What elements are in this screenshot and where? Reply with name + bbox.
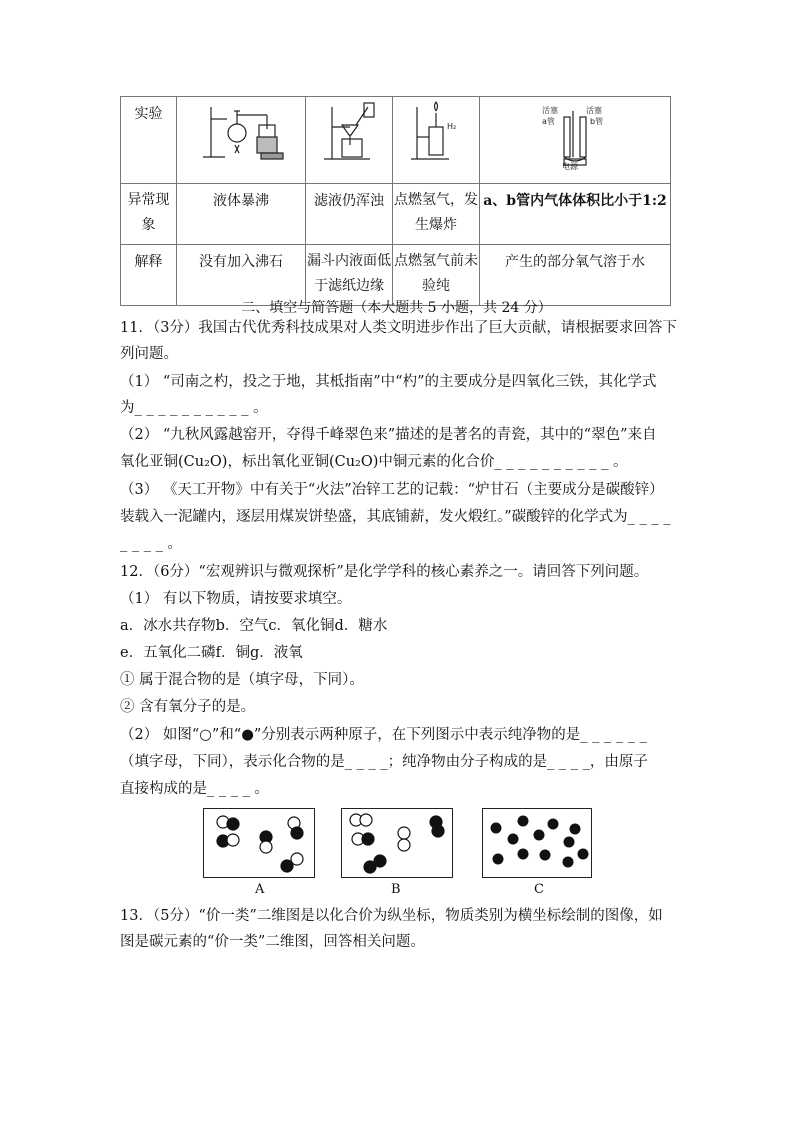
q11-p1-line1: （1） “司南之杓，投之于地，其柢指南”中“杓”的主要成分是四氧化三铁，其化学式 [120,374,657,390]
q12-sub1: ① 属于混合物的是（填字母，下同）。 [120,672,364,688]
q13-line1: 13．（5分）“价一类”二维图是以化合价为纵坐标，物质类别为横坐标绘制的图像，如 [120,908,663,924]
abnormal-cell-3: 点燃氢气，发生爆炸 [393,184,480,245]
electrolysis-apparatus-image [480,97,671,184]
abnormal-cell-2: 滤液仍浑浊 [306,184,393,245]
diagram-label-a: A [255,882,265,897]
distillation-apparatus-image [177,97,306,184]
abnormal-cell-4: a、b管内气体体积比小于1:2 [480,184,671,245]
q13-line2: 图是碳元素的“价一类”二维图，回答相关问题。 [120,934,425,950]
q11-p3-line3: _ _ _ _ 。 [120,536,182,552]
diagram-label-b: B [391,882,401,897]
hydrogen-apparatus-image [393,97,480,184]
filtration-apparatus-image [306,97,393,184]
q11-p1-line2: 为_ _ _ _ _ _ _ _ _ _ 。 [120,400,268,416]
particle-diagram-c [482,808,592,878]
diagram-label-c: C [534,882,544,897]
valve-right-label: 活塞 [586,106,602,115]
row-header-explanation: 解释 [121,245,177,306]
q12-p2-line3: 直接构成的是_ _ _ _ 。 [120,781,269,797]
q12-sub2: ② 含有氧分子的是。 [120,699,256,715]
q12-p2-line1: （2） 如图“○”和“●”分别表示两种原子，在下列图示中表示纯净物的是_ _ _ _ _ _ [120,727,647,743]
q11-p2-line2: 氧化亚铜(Cu₂O)，标出氧化亚铜(Cu₂O)中铜元素的化合价_ _ _ _ _ _ _ _ _ _ 。 [120,454,628,470]
abnormal-cell-1: 液体暴沸 [177,184,306,245]
q12-options-1: a．冰水共存物b．空气c．氧化铜d．糖水 [120,618,388,634]
tube-b-label: b管 [590,117,604,126]
particle-diagram-a [203,808,315,878]
tube-a-label: a管 [542,117,555,126]
q12-options-2: e．五氧化二磷f．铜g．液氧 [120,645,303,661]
q12-stem: 12．（6分）“宏观辨识与微观探析”是化学学科的核心素养之一。请回答下列问题。 [120,564,649,580]
section-title: 二、填空与简答题（本大题共 5 小题，共 24 分） [241,300,552,316]
explanation-cell-3: 点燃氢气前未验纯 [393,245,480,306]
q11-p3-line1: （3） 《天工开物》中有关于“火法”冶锌工艺的记载：“炉甘石（主要成分是碳酸锌） [120,482,664,498]
q12-p1: （1） 有以下物质，请按要求填空。 [120,591,352,607]
q11-p2-line1: （2） “九秋风露越窑开，夺得千峰翠色来”描述的是著名的青瓷，其中的“翠色”来自 [120,427,657,443]
q11-stem-line1: 11．（3分）我国古代优秀科技成果对人类文明进步作出了巨大贡献，请根据要求回答下 [120,320,677,336]
power-label: 电源 [562,162,578,171]
experiment-table [120,96,671,306]
explanation-cell-1: 没有加入沸石 [177,245,306,306]
valve-left-label: 活塞 [542,106,558,115]
q11-stem-line2: 列问题。 [120,346,178,362]
q12-p2-line2: （填字母，下同），表示化合物的是_ _ _ _；纯净物由分子构成的是_ _ _ _，由原子 [120,754,648,770]
h2-label: H₂ [447,122,457,131]
explanation-cell-2: 漏斗内液面低于滤纸边缘 [306,245,393,306]
row-header-experiment: 实验 [121,97,177,184]
explanation-cell-4: 产生的部分氧气溶于水 [480,245,671,306]
particle-diagram-b [341,808,453,878]
row-header-abnormal: 异常现象 [121,184,177,245]
q11-p3-line2: 装载入一泥罐内，逐层用煤炭饼垫盛，其底铺薪，发火煅红。”碳酸锌的化学式为_ _ _ _ [120,509,671,525]
